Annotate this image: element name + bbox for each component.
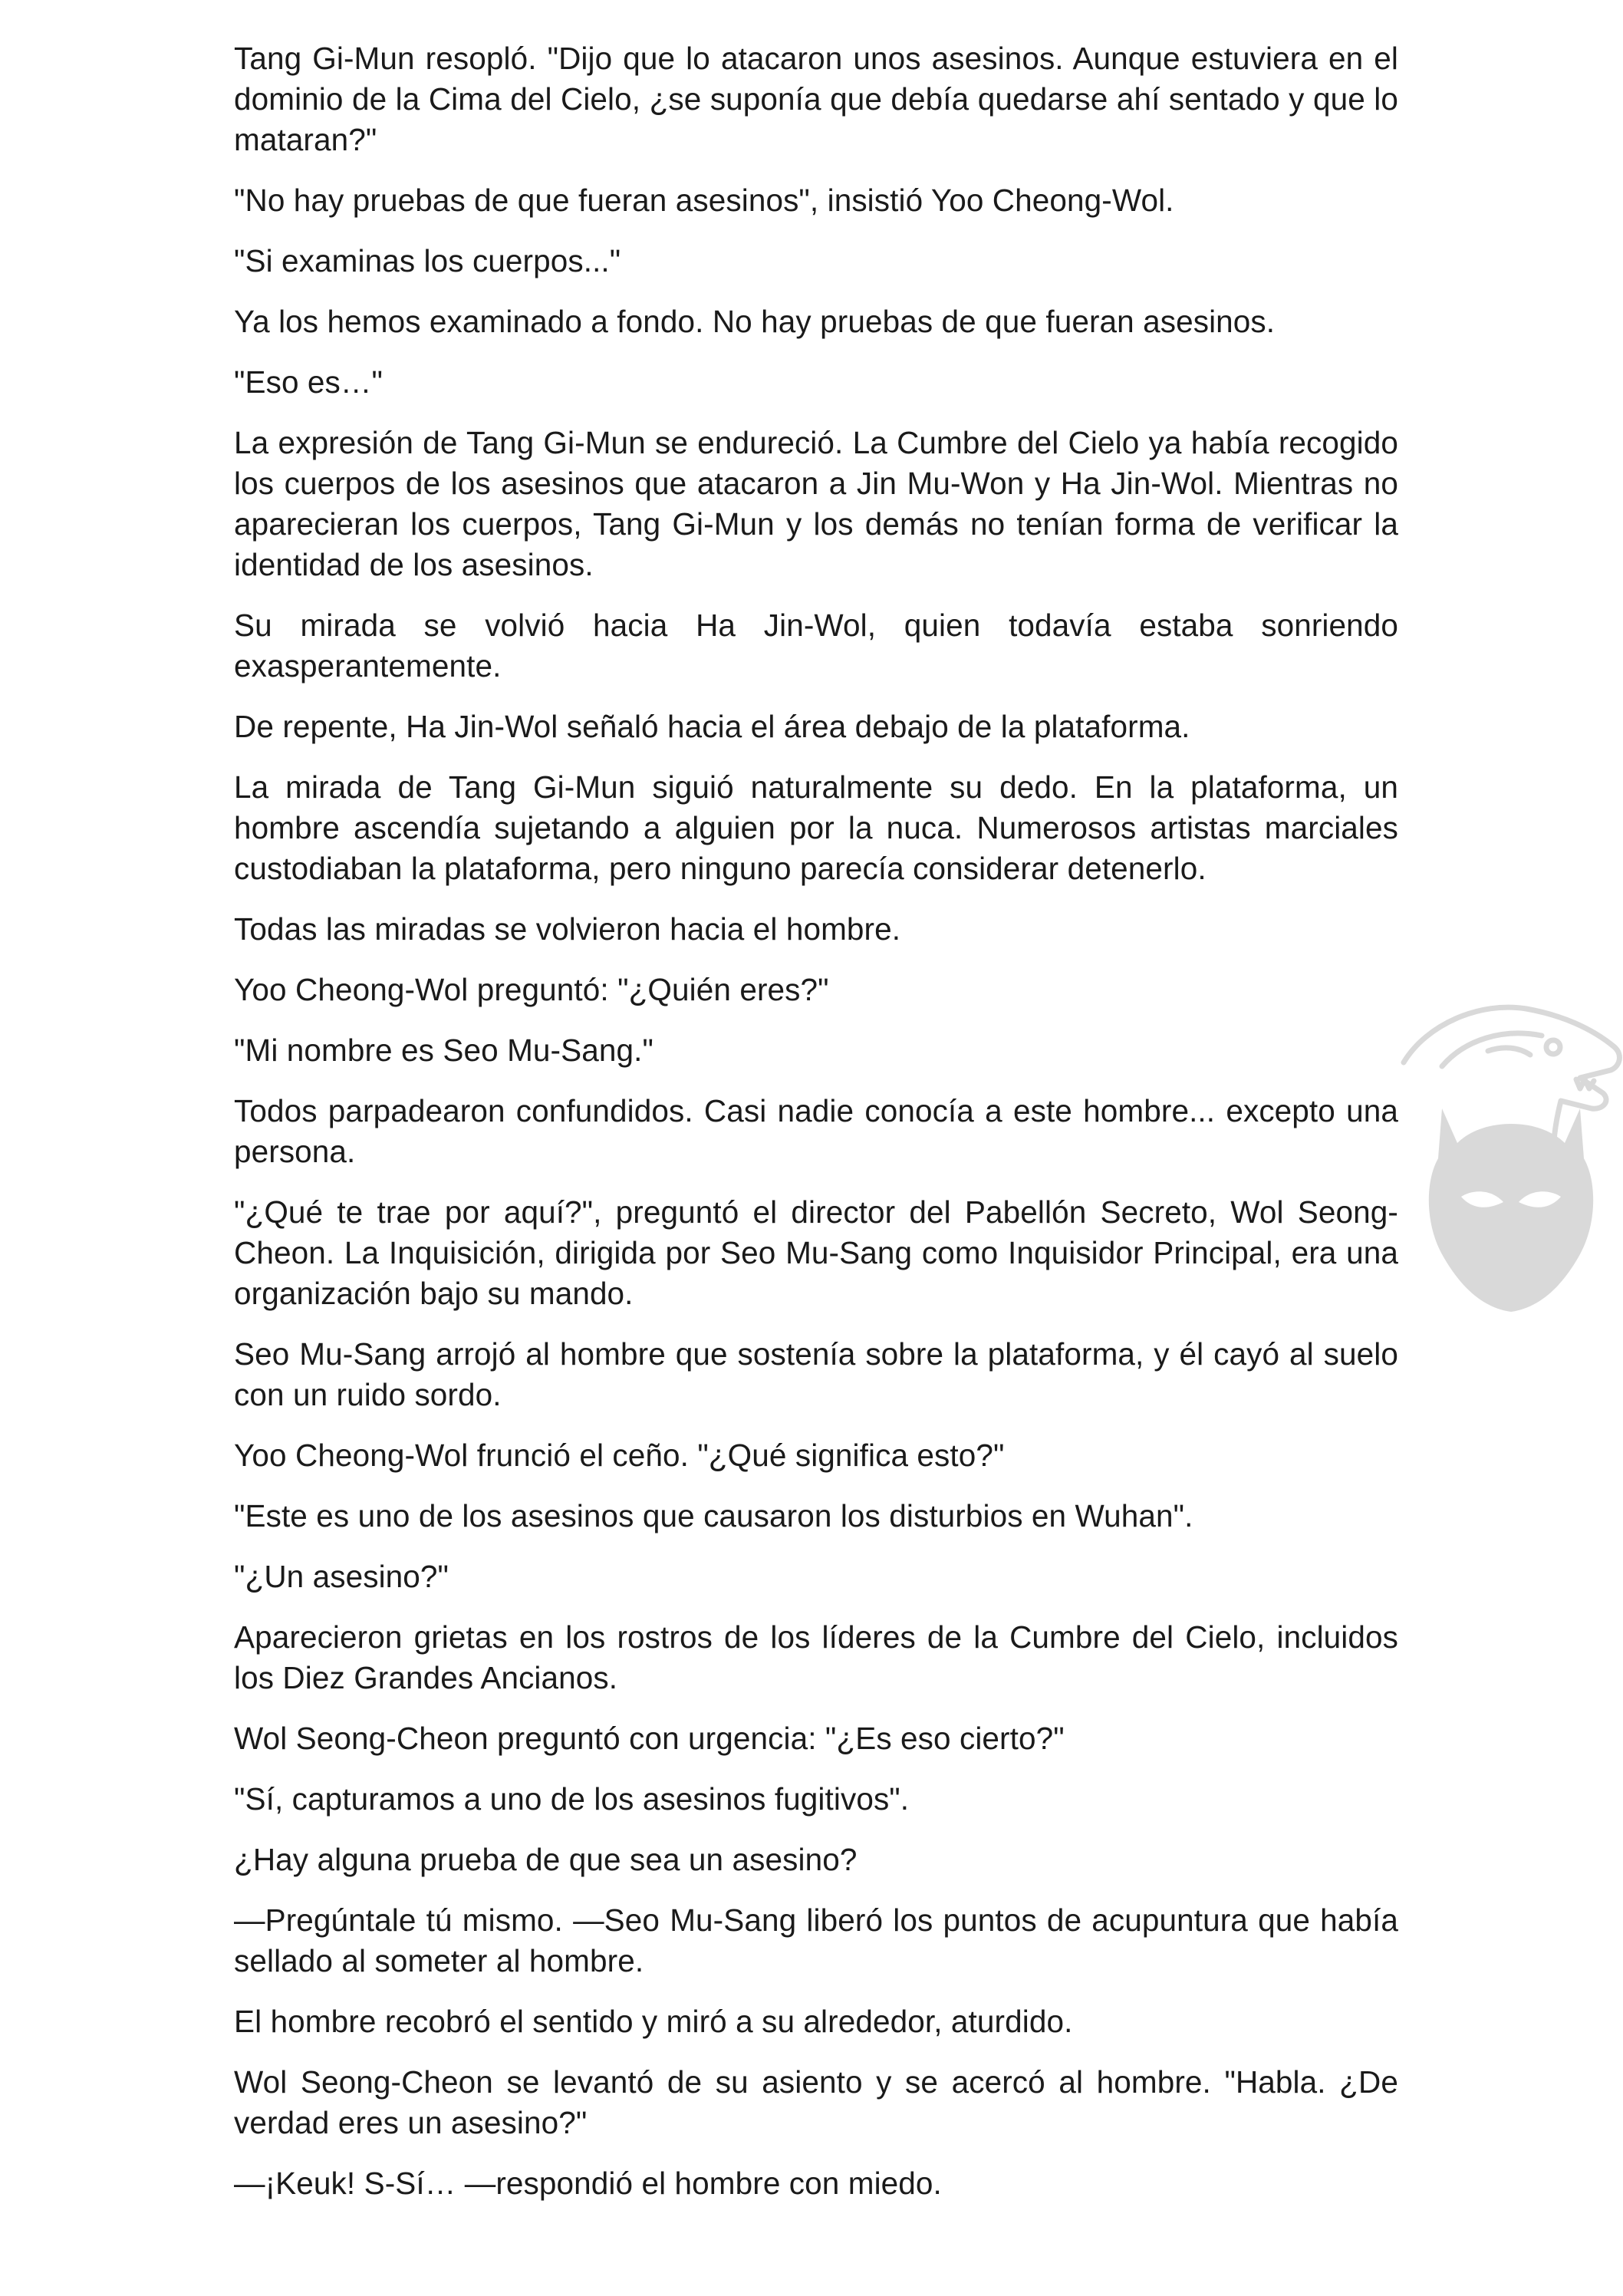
- paragraph-1: Tang Gi-Mun resopló. "Dijo que lo atacaron unos asesinos. Aunque estuviera en el dominio de la Cima del Cielo, ¿se suponía que debía quedarse ahí sentado y que lo mataran?": [234, 41, 1398, 157]
- paragraph-2: "No hay pruebas de que fueran asesinos", insistió Yoo Cheong-Wol.: [234, 183, 1174, 218]
- paragraph-10: Todas las miradas se volvieron hacia el hombre.: [234, 911, 901, 947]
- paragraph-21: "Sí, capturamos a uno de los asesinos fugitivos".: [234, 1781, 910, 1817]
- paragraph-23: —Pregúntale tú mismo. —Seo Mu-Sang liberó los puntos de acupuntura que había sellado al someter al hombre.: [234, 1902, 1398, 1978]
- paragraph-5: "Eso es…": [234, 364, 383, 400]
- paragraph-9: La mirada de Tang Gi-Mun siguió naturalmente su dedo. En la plataforma, un hombre ascendía sujetando a alguien por la nuca. Numerosos artistas marciales custodiaban la plataforma, pero ninguno parecía considerar detenerlo.: [234, 769, 1398, 886]
- paragraph-18: "¿Un asesino?": [234, 1559, 449, 1594]
- paragraph-22: ¿Hay alguna prueba de que sea un asesino?: [234, 1842, 858, 1877]
- paragraph-24: El hombre recobró el sentido y miró a su alrededor, aturdido.: [234, 2004, 1073, 2039]
- paragraph-8: De repente, Ha Jin-Wol señaló hacia el área debajo de la plataforma.: [234, 709, 1190, 744]
- dinosaur-devil-logo-icon: [1396, 993, 1623, 1316]
- paragraph-26: —¡Keuk! S-Sí… —respondió el hombre con miedo.: [234, 2166, 942, 2201]
- paragraph-14: "¿Qué te trae por aquí?", preguntó el director del Pabellón Secreto, Wol Seong-Cheon. La Inquisición, dirigida por Seo Mu-Sang como Inquisidor Principal, era una organización bajo su mando.: [234, 1194, 1398, 1311]
- paragraph-13: Todos parpadearon confundidos. Casi nadie conocía a este hombre... excepto una persona.: [234, 1093, 1398, 1169]
- paragraph-4: Ya los hemos examinado a fondo. No hay pruebas de que fueran asesinos.: [234, 304, 1276, 339]
- paragraph-19: Aparecieron grietas en los rostros de los líderes de la Cumbre del Cielo, incluidos los Diez Grandes Ancianos.: [234, 1619, 1398, 1695]
- paragraph-15: Seo Mu-Sang arrojó al hombre que sostenía sobre la plataforma, y él cayó al suelo con un ruido sordo.: [234, 1336, 1398, 1412]
- paragraph-17: "Este es uno de los asesinos que causaron los disturbios en Wuhan".: [234, 1498, 1193, 1533]
- paragraph-12: "Mi nombre es Seo Mu-Sang.": [234, 1033, 653, 1068]
- page-body: [234, 38, 1398, 2224]
- paragraph-6: La expresión de Tang Gi-Mun se endureció. La Cumbre del Cielo ya había recogido los cuerpos de los asesinos que atacaron a Jin Mu-Won y Ha Jin-Wol. Mientras no aparecieran los cuerpos, Tang Gi-Mun y los demás no tenían forma de verificar la identidad de los asesinos.: [234, 425, 1398, 582]
- paragraph-11: Yoo Cheong-Wol preguntó: "¿Quién eres?": [234, 972, 829, 1007]
- paragraph-7: Su mirada se volvió hacia Ha Jin-Wol, quien todavía estaba sonriendo exasperantemente.: [234, 608, 1398, 684]
- paragraph-25: Wol Seong-Cheon se levantó de su asiento y se acercó al hombre. "Habla. ¿De verdad eres un asesino?": [234, 2064, 1398, 2140]
- paragraph-16: Yoo Cheong-Wol frunció el ceño. "¿Qué significa esto?": [234, 1438, 1005, 1473]
- paragraph-3: "Si examinas los cuerpos...": [234, 243, 621, 278]
- paragraph-20: Wol Seong-Cheon preguntó con urgencia: "¿Es eso cierto?": [234, 1721, 1065, 1756]
